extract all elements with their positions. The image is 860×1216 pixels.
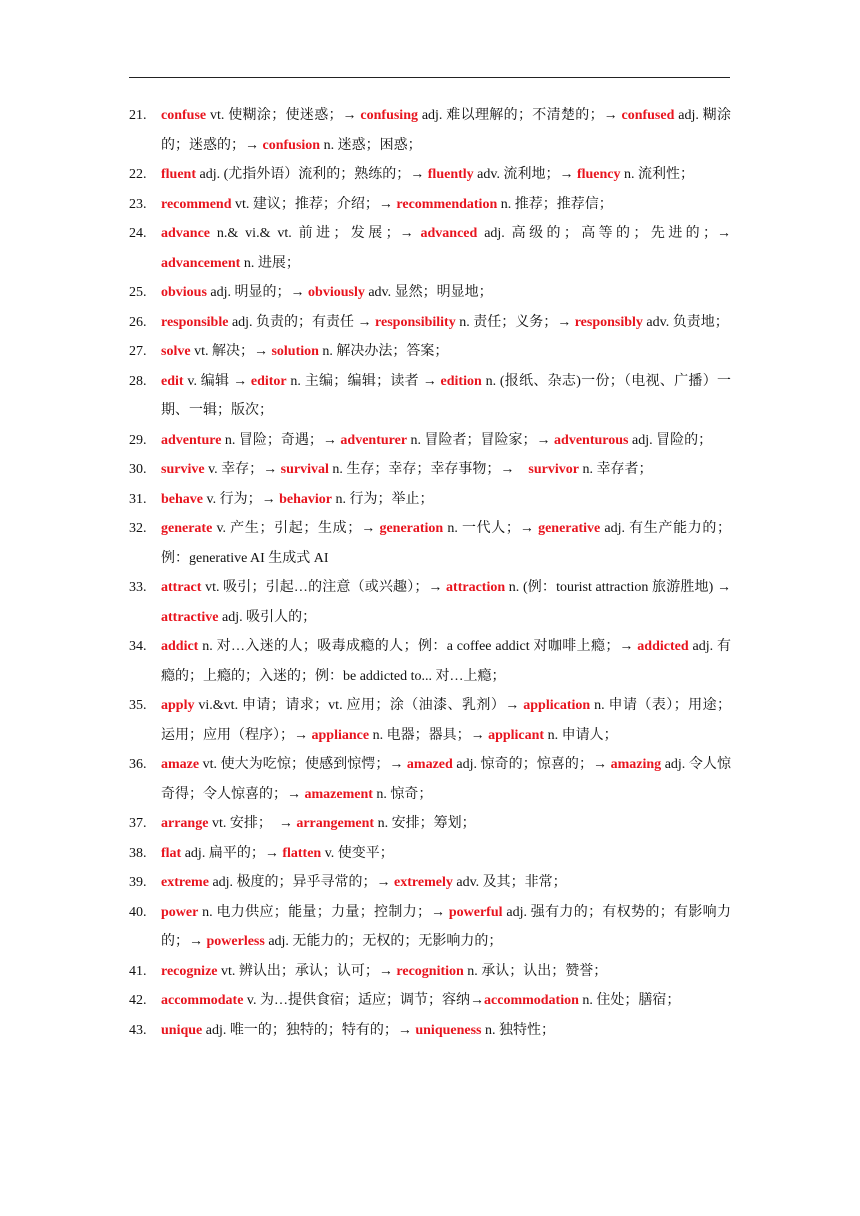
headword: edit xyxy=(161,373,184,389)
definition-text: adj. 高级的；高等的；先进的；→ xyxy=(477,226,732,241)
headword: confused xyxy=(621,108,675,123)
definition-text: adj. 有瘾的；上瘾的；入迷的；例：be addicted to... 对…上瘾； xyxy=(161,639,731,684)
headword: recognition xyxy=(396,963,464,979)
definition-text: vt. 安排； → xyxy=(208,816,297,831)
headword: amazed xyxy=(406,757,453,772)
definition-text: n. 电器；器具；→ xyxy=(369,727,489,743)
vocab-entry xyxy=(129,485,731,515)
headword: addict xyxy=(161,639,199,654)
definition-text: v. 行为；→ xyxy=(203,491,280,507)
definition-text: n. 进展； xyxy=(240,255,300,271)
vocabulary-list xyxy=(129,101,731,1045)
definition-text: adj. 极度的；异乎寻常的；→ xyxy=(208,875,395,890)
definition-text: n. (例：tourist attraction 旅游胜地) → xyxy=(505,580,732,595)
vocab-entry xyxy=(129,514,731,573)
headword: adventure xyxy=(161,432,222,448)
definition-text: v. 幸存；→ xyxy=(204,462,281,477)
definition-text: n. 对…入迷的人；吸毒成瘾的人；例：a coffee addict 对咖啡上瘾；→ xyxy=(198,639,638,654)
vocab-entry xyxy=(129,898,731,957)
entry-number: 24. xyxy=(129,226,147,241)
definition-text: n. 一代人；→ xyxy=(443,521,539,536)
definition-text: n. 主编；编辑；读者 → xyxy=(286,373,441,389)
headword: amazement xyxy=(304,786,373,802)
headword: solve xyxy=(161,344,191,359)
definition-text: adj. 扁平的；→ xyxy=(181,845,283,861)
entry-number: 25. xyxy=(129,285,147,300)
definition-text: adj. 难以理解的；不清楚的；→ xyxy=(417,108,622,123)
definition-text: n. 生存；幸存；幸存事物；→ xyxy=(328,462,529,477)
definition-text: adj. 糊涂的；迷惑的；→ xyxy=(161,108,732,153)
definition-text: adj. 唯一的；独特的；特有的；→ xyxy=(202,1022,416,1038)
vocab-entry xyxy=(129,691,731,750)
entry-number: 29. xyxy=(129,432,147,448)
headword: power xyxy=(161,904,199,920)
headword: advanced xyxy=(420,226,478,241)
definition-text: vt. 辨认出；承认；认可；→ xyxy=(217,963,397,979)
headword: generative xyxy=(538,521,601,536)
definition-text: adj. 冒险的； xyxy=(628,432,713,448)
entry-number: 33. xyxy=(129,580,147,595)
definition-text: n. 承认；认出；赞誉； xyxy=(463,963,608,979)
definition-text: adv. 负责地； xyxy=(642,314,729,330)
headword: obviously xyxy=(308,285,365,300)
entry-number: 43. xyxy=(129,1022,147,1038)
definition-text: n.& vi.& vt. 前进；发展；→ xyxy=(210,226,421,241)
header-rule xyxy=(129,77,730,78)
vocab-entry xyxy=(129,573,731,632)
headword: fluency xyxy=(576,167,621,182)
headword: behave xyxy=(161,491,203,507)
headword: editor xyxy=(250,373,287,389)
headword: behavior xyxy=(279,491,332,507)
headword: adventurous xyxy=(554,432,629,448)
headword: survive xyxy=(161,462,205,477)
definition-text: v. 产生；引起；生成；→ xyxy=(212,521,380,536)
vocab-entry xyxy=(129,160,731,190)
entry-number: 32. xyxy=(129,521,147,536)
definition-text: adj. 负责的；有责任 → xyxy=(228,314,376,330)
headword: obvious xyxy=(161,285,207,300)
definition-text: v. 编辑 → xyxy=(183,373,251,389)
vocab-entry xyxy=(129,809,731,839)
definition-text: vt. 解决；→ xyxy=(190,344,272,359)
headword: attraction xyxy=(446,580,506,595)
definition-text: adv. 流利地；→ xyxy=(473,167,577,182)
headword: advancement xyxy=(161,255,241,271)
headword: recommend xyxy=(161,196,232,212)
definition-text: n. 推荐；推荐信； xyxy=(497,196,613,212)
entry-number: 30. xyxy=(129,462,147,477)
headword: attract xyxy=(161,580,202,595)
headword: generate xyxy=(161,521,213,536)
vocab-entry xyxy=(129,868,731,898)
definition-text: n. 住处；膳宿； xyxy=(578,993,681,1008)
headword: survival xyxy=(280,462,329,477)
vocab-entry xyxy=(129,219,731,278)
headword: appliance xyxy=(311,727,370,743)
vocab-entry xyxy=(129,750,731,809)
definition-text: adv. 显然；明显地； xyxy=(364,285,493,300)
definition-text: adj. 吸引人的； xyxy=(218,609,317,625)
headword: addicted xyxy=(637,639,689,654)
entry-number: 37. xyxy=(129,816,147,831)
definition-text: adj. 无能力的；无权的；无影响力的； xyxy=(264,934,503,949)
entry-number: 40. xyxy=(129,904,147,920)
headword: uniqueness xyxy=(415,1022,482,1038)
definition-text: adj. 令人惊奇得；令人惊喜的；→ xyxy=(161,757,731,802)
definition-text: vt. 使大为吃惊；使感到惊愕；→ xyxy=(199,757,407,772)
vocab-entry xyxy=(129,367,731,426)
headword: accommodate xyxy=(161,993,244,1008)
definition-text: n. 幸存者； xyxy=(578,462,653,477)
definition-text: n. 责任；义务；→ xyxy=(455,314,575,330)
entry-number: 41. xyxy=(129,963,147,979)
headword: extremely xyxy=(394,875,453,890)
definition-text: adj. 明显的；→ xyxy=(206,285,309,300)
headword: advance xyxy=(161,226,210,241)
vocab-entry xyxy=(129,426,731,456)
headword: responsibility xyxy=(375,314,456,330)
definition-text: n. 独特性； xyxy=(481,1022,556,1038)
definition-text: n. 冒险者；冒险家；→ xyxy=(407,432,555,448)
definition-text: v. 为…提供食宿；适应；调节；容纳→ xyxy=(243,993,485,1008)
definition-text: n. 行为；举止； xyxy=(331,491,434,507)
entry-number: 27. xyxy=(129,344,147,359)
definition-text: n. 流利性； xyxy=(620,167,695,182)
definition-text: n. 安排；筹划； xyxy=(374,816,476,831)
definition-text: n. 冒险；奇遇；→ xyxy=(221,432,341,448)
entry-number: 42. xyxy=(129,993,147,1008)
definition-text: vt. 吸引；引起…的注意（或兴趣）；→ xyxy=(201,580,447,595)
headword: arrangement xyxy=(296,816,375,831)
definition-text: vt. 建议；推荐；介绍；→ xyxy=(231,196,397,212)
entry-number: 26. xyxy=(129,314,147,330)
headword: amazing xyxy=(610,757,662,772)
headword: responsibly xyxy=(574,314,643,330)
headword: flatten xyxy=(282,845,322,861)
entry-number: 23. xyxy=(129,196,147,212)
headword: generation xyxy=(379,521,444,536)
definition-text: adj. (尤指外语）流利的；熟练的；→ xyxy=(196,167,428,182)
entry-number: 36. xyxy=(129,757,147,772)
headword: arrange xyxy=(161,816,209,831)
headword: application xyxy=(523,698,591,713)
headword: apply xyxy=(161,698,195,713)
headword: edition xyxy=(440,373,482,389)
headword: fluent xyxy=(161,167,196,182)
vocab-entry xyxy=(129,308,731,338)
definition-text: n. 解决办法；答案； xyxy=(318,344,449,359)
headword: powerful xyxy=(448,904,503,920)
entry-number: 35. xyxy=(129,698,147,713)
headword: extreme xyxy=(161,875,209,890)
headword: solution xyxy=(271,344,319,359)
definition-text: n. 迷惑；困惑； xyxy=(320,137,422,153)
entry-number: 39. xyxy=(129,875,147,890)
definition-text: v. 使变平； xyxy=(321,845,394,861)
definition-text: adv. 及其；非常； xyxy=(452,875,567,890)
vocab-entry xyxy=(129,101,731,160)
headword: attractive xyxy=(161,609,219,625)
headword: applicant xyxy=(488,727,545,743)
entry-number: 38. xyxy=(129,845,147,861)
headword: recognize xyxy=(161,963,218,979)
definition-text: n. 申请（表）；用途；运用；应用（程序）；→ xyxy=(161,698,732,743)
definition-text: n. 电力供应；能量；力量；控制力；→ xyxy=(198,904,449,920)
vocab-entry xyxy=(129,190,731,220)
definition-text: adj. 惊奇的；惊喜的；→ xyxy=(452,757,611,772)
vocab-entry xyxy=(129,337,731,367)
definition-text: adj. 有生产能力的；例：generative AI 生成式 AI xyxy=(161,521,731,566)
headword: recommendation xyxy=(396,196,498,212)
definition-text: vi.&vt. 申请；请求；vt. 应用；涂（油漆、乳剂）→ xyxy=(194,698,524,713)
definition-text: vt. 使糊涂；使迷惑；→ xyxy=(206,108,361,123)
headword: survivor xyxy=(528,462,579,477)
definition-text: n. 申请人； xyxy=(544,727,618,743)
headword: adventurer xyxy=(340,432,408,448)
headword: amaze xyxy=(161,757,200,772)
entry-number: 34. xyxy=(129,639,147,654)
headword: confusing xyxy=(360,108,418,123)
vocab-entry xyxy=(129,455,731,485)
headword: responsible xyxy=(161,314,229,330)
definition-text: adj. 强有力的；有权势的；有影响力的；→ xyxy=(161,904,732,949)
entry-number: 28. xyxy=(129,373,147,389)
headword: powerless xyxy=(206,934,265,949)
headword: fluently xyxy=(427,167,474,182)
vocab-entry xyxy=(129,632,731,691)
headword: unique xyxy=(161,1022,203,1038)
vocab-entry xyxy=(129,1016,731,1046)
entry-number: 22. xyxy=(129,167,147,182)
vocab-entry xyxy=(129,986,731,1016)
headword: accommodation xyxy=(484,993,579,1008)
entry-number: 31. xyxy=(129,491,147,507)
vocab-entry xyxy=(129,278,731,308)
definition-text: n. 惊奇； xyxy=(372,786,433,802)
vocab-entry xyxy=(129,957,731,987)
vocab-entry xyxy=(129,839,731,869)
headword: flat xyxy=(161,845,182,861)
headword: confusion xyxy=(262,137,321,153)
headword: confuse xyxy=(161,108,207,123)
definition-text: n. (报纸、杂志)一份；（电视、广播）一期、一辑；版次； xyxy=(161,373,732,418)
entry-number: 21. xyxy=(129,108,147,123)
